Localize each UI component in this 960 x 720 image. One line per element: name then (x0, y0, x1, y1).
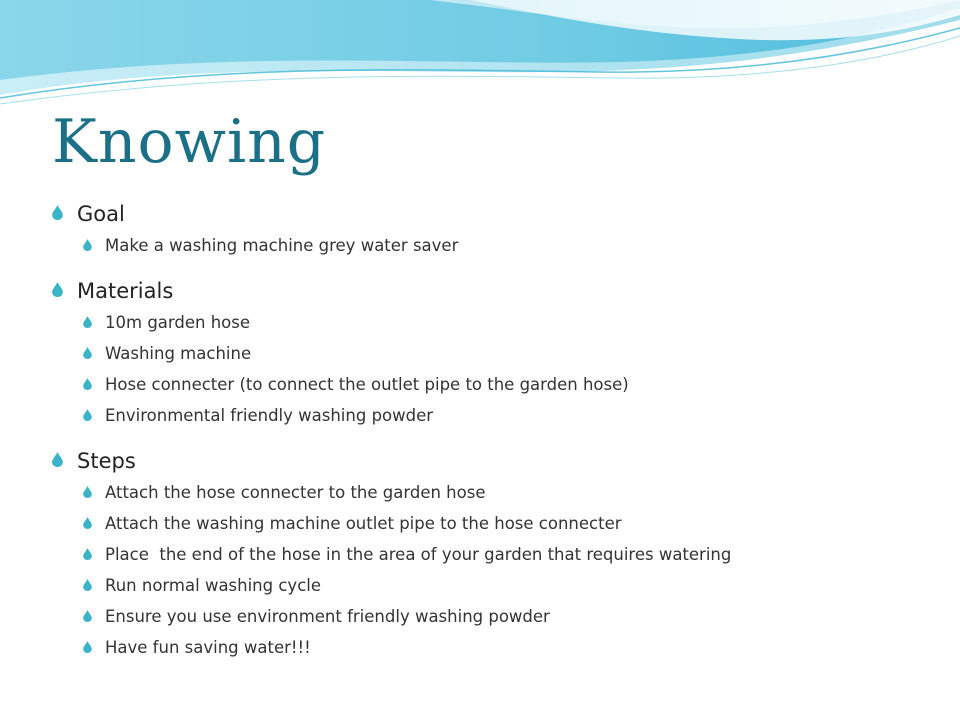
sub-bullet-list (52, 307, 932, 431)
section-heading-text: Steps (77, 449, 136, 473)
list-item-text: Have fun saving water!!! (105, 638, 311, 657)
section-steps (52, 445, 932, 663)
sub-bullet-list (52, 230, 932, 261)
droplet-icon (83, 641, 92, 655)
list-item-text: Ensure you use environment friendly washing powder (105, 607, 550, 626)
list-item-text: Environmental friendly washing powder (105, 406, 434, 425)
droplet-icon (83, 517, 92, 531)
list-item-text: Hose connecter (to connect the outlet pipe to the garden hose) (105, 375, 629, 394)
droplet-icon (52, 452, 63, 470)
list-item-text: Attach the hose connecter to the garden hose (105, 483, 486, 502)
droplet-icon (83, 579, 92, 593)
sub-bullet-list (52, 477, 932, 663)
droplet-icon (83, 610, 92, 624)
list-item (52, 400, 932, 431)
list-item (52, 230, 932, 261)
droplet-icon (83, 486, 92, 500)
list-item (52, 307, 932, 338)
list-item (52, 632, 932, 663)
list-item (52, 601, 932, 632)
bullet-content (52, 198, 932, 663)
section-goal (52, 198, 932, 261)
list-item (52, 570, 932, 601)
section-heading (52, 275, 932, 307)
wave-header-decoration (0, 0, 960, 120)
list-item (52, 338, 932, 369)
list-item-text: 10m garden hose (105, 313, 251, 332)
droplet-icon (83, 316, 92, 330)
section-heading-text: Materials (77, 279, 174, 303)
droplet-icon (52, 282, 63, 300)
list-item-text: Washing machine (105, 344, 252, 363)
list-item (52, 369, 932, 400)
droplet-icon (83, 239, 92, 253)
list-item (52, 477, 932, 508)
list-item-text: Make a washing machine grey water saver (105, 236, 459, 255)
list-item-text: Run normal washing cycle (105, 576, 322, 595)
section-heading (52, 445, 932, 477)
list-item (52, 508, 932, 539)
list-item-text: Place the end of the hose in the area of your garden that requires watering (105, 545, 732, 564)
droplet-icon (83, 548, 92, 562)
droplet-icon (83, 409, 92, 423)
list-item-text: Attach the washing machine outlet pipe to the hose connecter (105, 514, 622, 533)
section-heading (52, 198, 932, 230)
list-item (52, 539, 932, 570)
droplet-icon (83, 347, 92, 361)
slide-title: Knowing (52, 107, 327, 177)
section-heading-text: Goal (77, 202, 125, 226)
section-materials (52, 275, 932, 431)
droplet-icon (52, 205, 63, 223)
droplet-icon (83, 378, 92, 392)
